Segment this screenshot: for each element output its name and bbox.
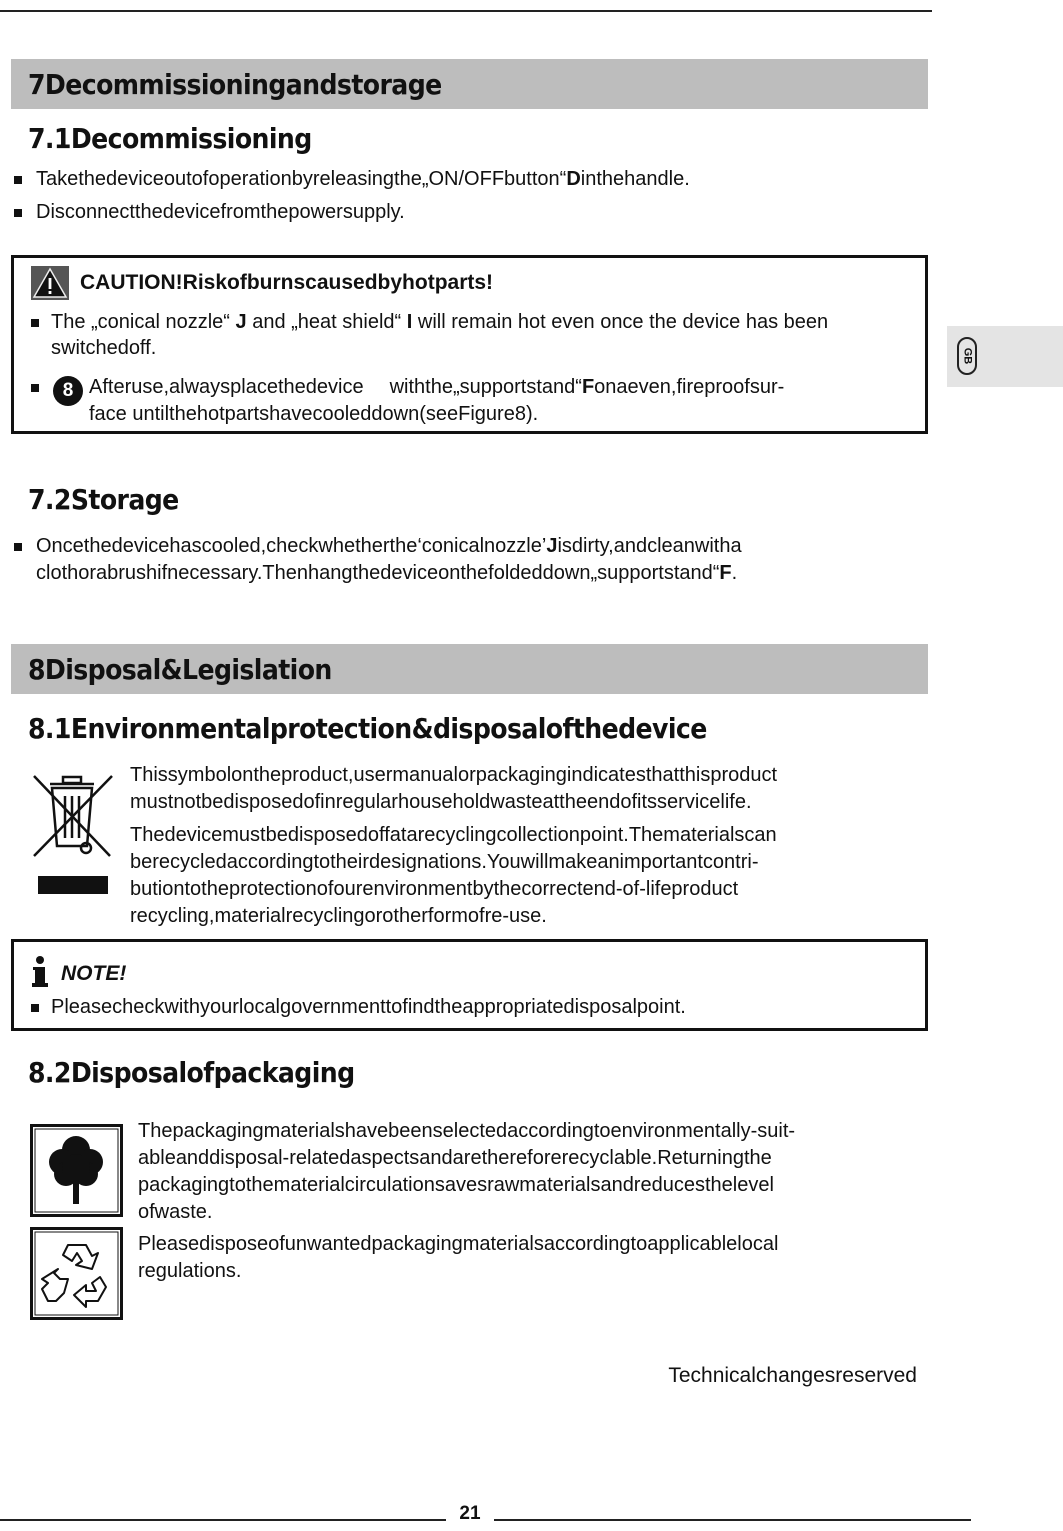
bullet-item <box>31 309 911 361</box>
bullet-text: isdirty,andcleanwitha <box>557 535 742 557</box>
bullet-text: clothorabrushifnecessary.Thenhangthedeviceonthefoldeddown„supportstand“ <box>36 562 720 584</box>
paragraph-line: Thepackagingmaterialshavebeenselectedaccordingtoenvironmentally-suit- <box>138 1120 796 1142</box>
section-heading-bar <box>11 644 928 694</box>
footer-rule-right <box>494 1519 971 1521</box>
bullet-text: Takethedeviceoutofoperationbyreleasingthe„ON/OFFbutton“ <box>36 168 567 190</box>
bullet-item <box>31 374 911 428</box>
paragraph <box>138 1118 795 1226</box>
caution-title: CAUTION!Riskofburnscausedbyhotparts! <box>80 271 494 294</box>
recycle-icon <box>30 1227 123 1320</box>
subsection-7-2-heading: 7.2Storage <box>28 483 179 516</box>
bullet-item <box>14 533 742 587</box>
note-box <box>11 939 928 1031</box>
top-rule <box>0 10 932 12</box>
tree-icon <box>30 1124 123 1217</box>
bullet-text: Disconnectthedevicefromthepowersupply. <box>36 201 405 223</box>
paragraph-line: Thissymbolontheproduct,usermanualorpackagingindicatesthatthisproduct <box>130 764 778 786</box>
bullet-item <box>31 994 686 1021</box>
bullet-item <box>14 199 405 226</box>
bullet-text: Oncethedevicehascooled,checkwhetherthe‘conicalnozzle’ <box>36 535 547 557</box>
subsection-8-2-heading: 8.2Disposalofpackaging <box>28 1056 355 1089</box>
subsection-8-1-heading: 8.1Environmentalprotection&disposalofthedevice <box>28 712 707 745</box>
paragraph-line: ableanddisposal-relatedaspectsandarethereforerecyclable.Returningthe <box>138 1147 772 1169</box>
bullet-text: inthehandle. <box>580 168 690 190</box>
bold-reference: J <box>546 535 558 557</box>
bullet-marker <box>31 384 39 392</box>
bullet-marker <box>14 209 22 217</box>
info-icon <box>31 956 49 988</box>
section-7-heading: 7Decommissioningandstorage <box>28 67 442 101</box>
section-heading-bar <box>11 59 928 109</box>
page-number: 21 <box>459 1503 481 1524</box>
bullet-text: and „heat shield“ <box>246 311 407 333</box>
bullet-marker <box>31 1004 39 1012</box>
bold-reference: J <box>235 311 247 333</box>
weee-crossed-bin-icon <box>30 770 116 898</box>
bullet-text: . <box>731 562 738 584</box>
section-8-heading: 8Disposal&Legislation <box>28 652 332 686</box>
figure-number-badge: 8 <box>53 376 83 406</box>
bullet-text: The „conical nozzle“ <box>51 311 236 333</box>
bold-reference: I <box>406 311 413 333</box>
bullet-text: Pleasecheckwithyourlocalgovernmenttofindtheappropriatedisposalpoint. <box>51 996 686 1018</box>
paragraph-line: Pleasedisposeofunwantedpackagingmaterialsaccordingtoapplicablelocal <box>138 1233 779 1255</box>
bullet-marker <box>31 319 39 327</box>
bold-reference: F <box>719 562 732 584</box>
paragraph-line: berecycledaccordingtotheirdesignations.Youwillmakeanimportantcontri- <box>130 851 759 873</box>
paragraph-line: butiontotheprotectionofourenvironmentbythecorrectend-of-lifeproduct <box>130 878 739 900</box>
caution-box <box>11 255 928 434</box>
bullet-text: Afteruse,alwaysplacethedevice <box>89 376 364 398</box>
paragraph-line: ofwaste. <box>138 1201 213 1223</box>
paragraph-line: Thedevicemustbedisposedoffatarecyclingcollectionpoint.Thematerialscan <box>130 824 777 846</box>
language-label: GB <box>961 347 973 365</box>
bullet-marker <box>14 543 22 551</box>
paragraph <box>130 822 777 930</box>
bullet-item <box>14 166 690 193</box>
paragraph-line: packagingtothematerialcirculationsavesrawmaterialsandreducesthelevel <box>138 1174 774 1196</box>
bold-reference: D <box>566 168 581 190</box>
paragraph-line: mustnotbedisposedofinregularhouseholdwasteattheendofitsservicelife. <box>130 791 752 813</box>
bullet-text-continued: switchedoff. <box>51 337 157 359</box>
bullet-text-continued: face untilthehotpartshavecooleddown(seeFigure8). <box>89 403 539 425</box>
paragraph-line: recycling,materialrecyclingorotherformofre-use. <box>130 905 547 927</box>
bold-reference: F <box>581 376 595 398</box>
bullet-text: withthe„supportstand“ <box>389 376 582 398</box>
paragraph-line: regulations. <box>138 1260 242 1282</box>
bullet-text: will remain hot even once the device has been <box>412 311 829 333</box>
bullet-text: onaeven,fireproofsur- <box>594 376 785 398</box>
paragraph <box>130 762 777 816</box>
technical-changes-note: Technicalchangesreserved <box>668 1364 917 1387</box>
bullet-marker <box>14 176 22 184</box>
warning-icon <box>31 266 69 300</box>
footer-rule-left <box>0 1519 446 1521</box>
note-title: NOTE! <box>61 962 127 985</box>
subsection-7-1-heading: 7.1Decommissioning <box>28 122 312 155</box>
language-badge <box>957 337 977 375</box>
paragraph <box>138 1231 778 1285</box>
